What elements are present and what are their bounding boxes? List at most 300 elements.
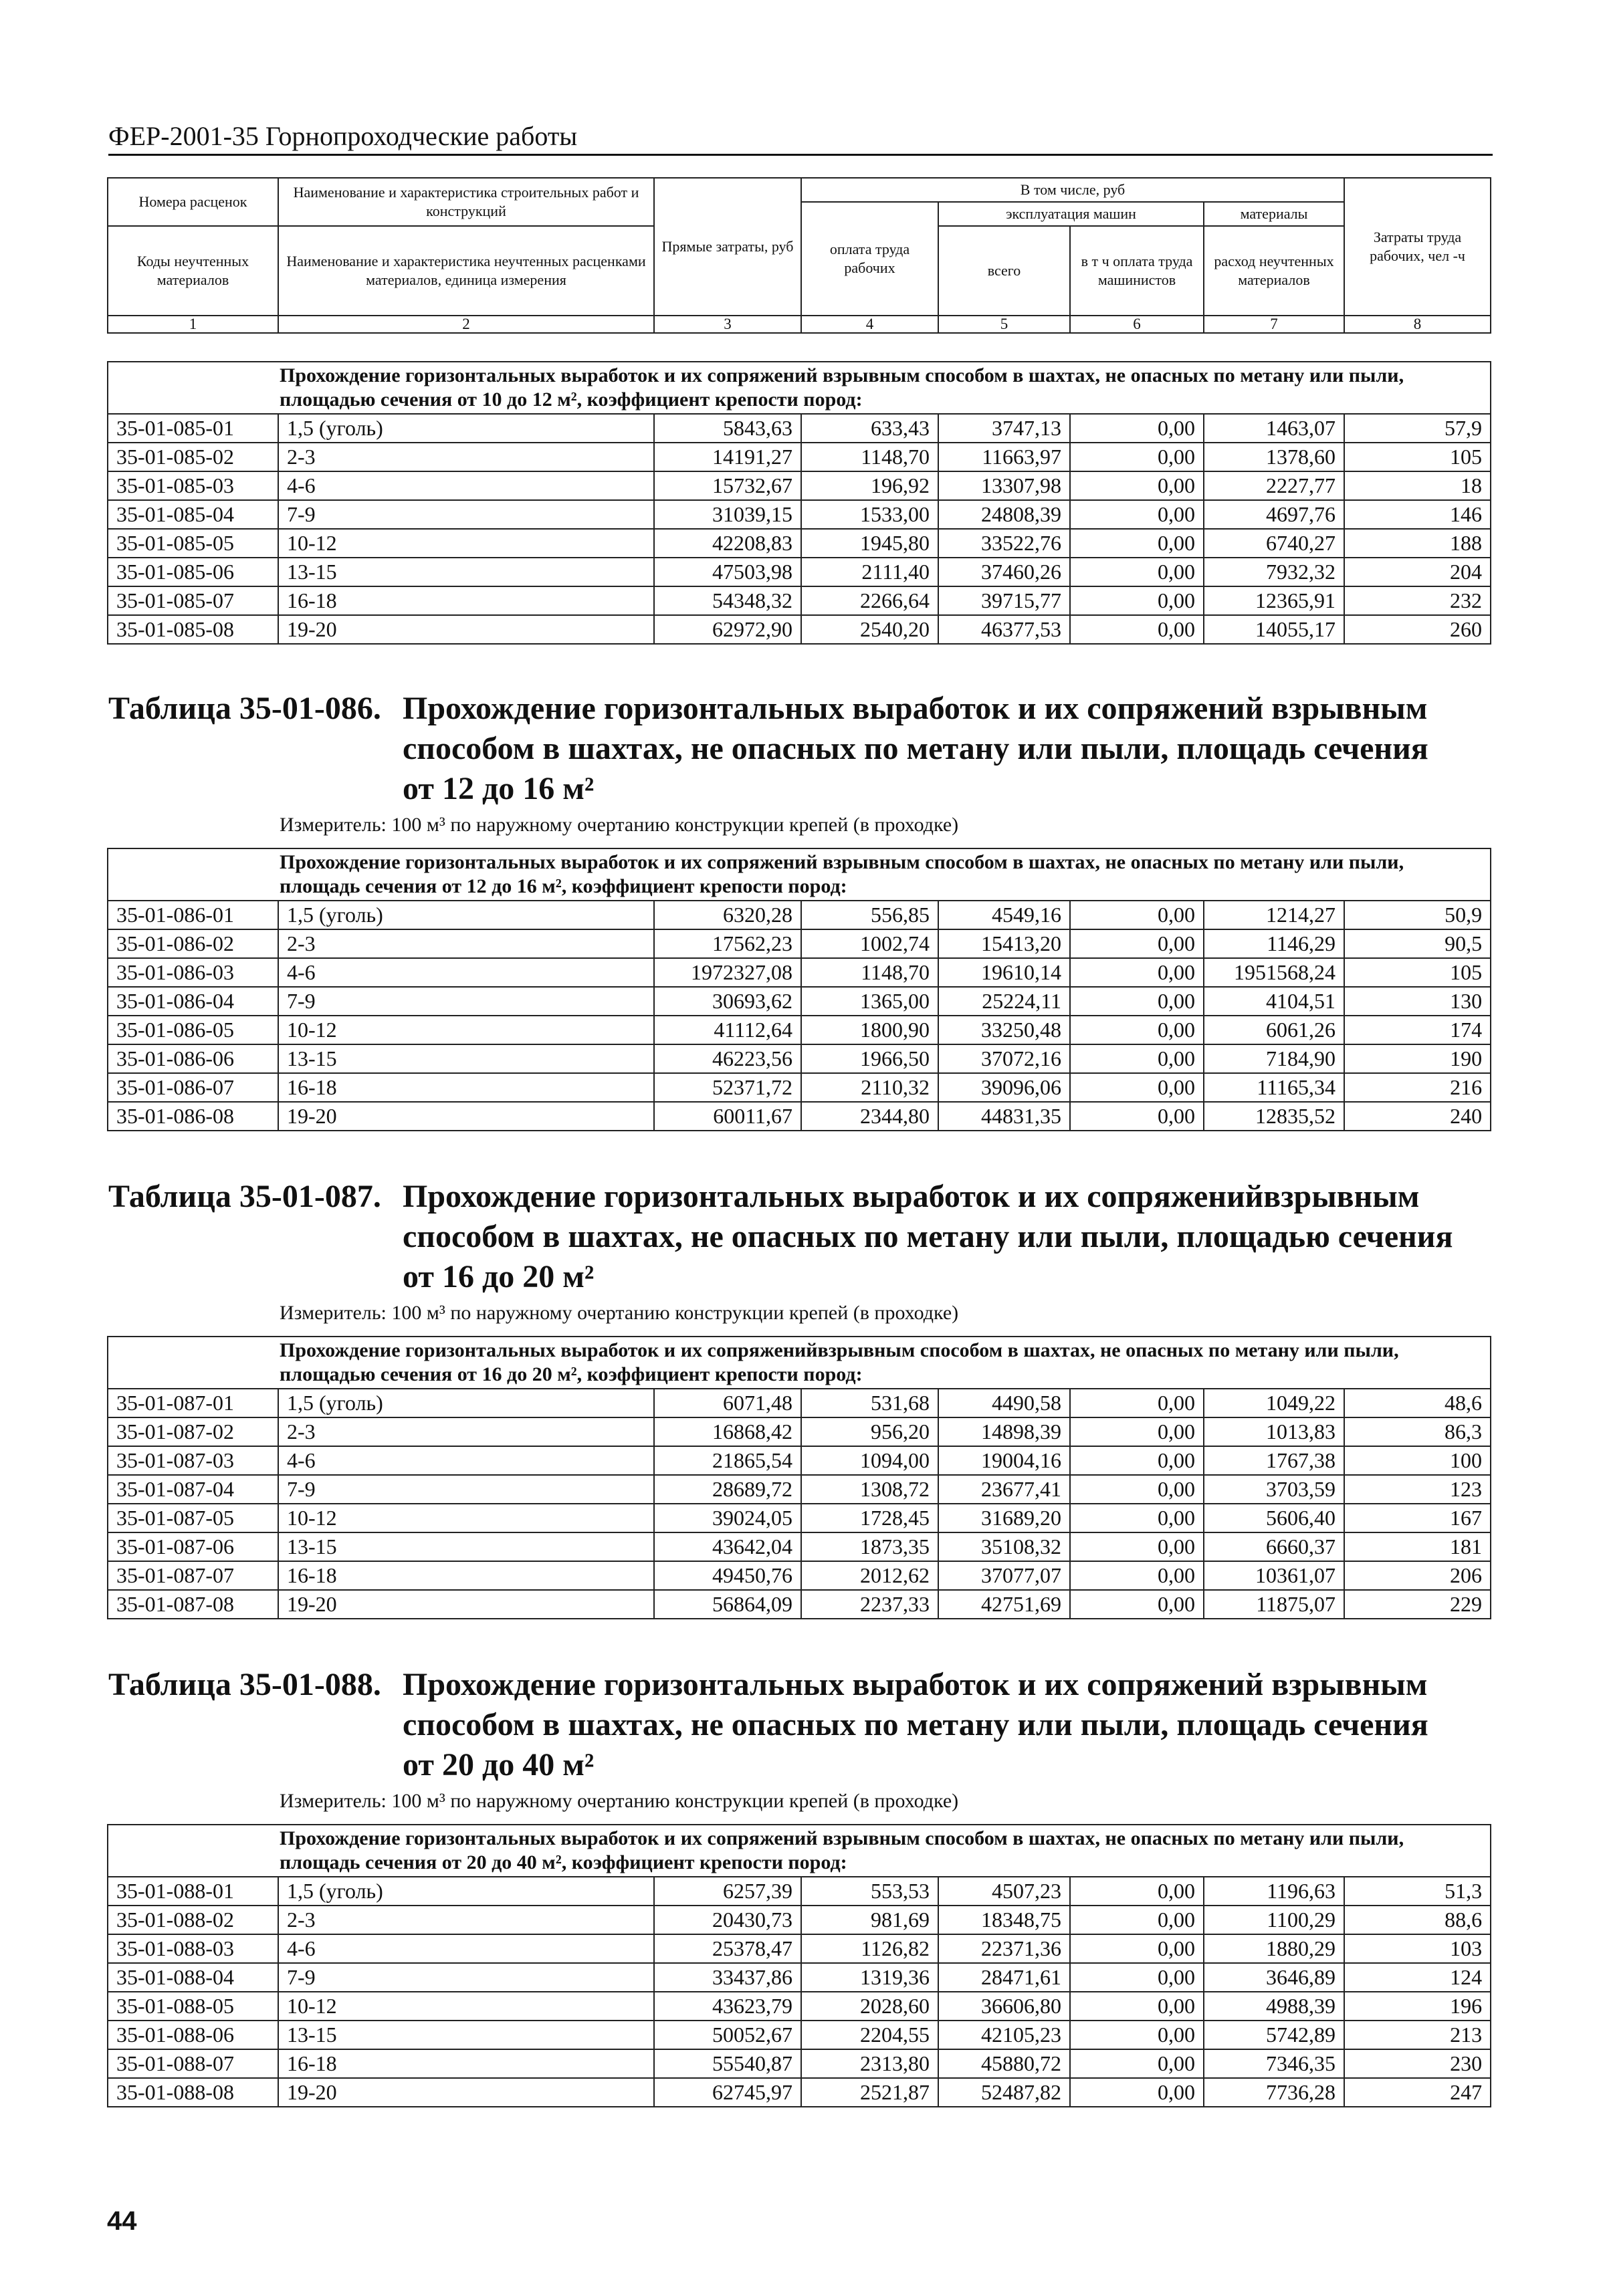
machines-total-cell: 45880,72 [938,2049,1070,2078]
worker-pay-cell: 1873,35 [801,1532,938,1561]
header-machines-total: всего [938,226,1070,316]
table-row [108,1044,1491,1073]
rock-hardness-cell: 2-3 [278,443,654,471]
table-row [108,987,1491,1016]
worker-pay-cell: 2111,40 [801,558,938,586]
worker-pay-cell: 2012,62 [801,1561,938,1590]
direct-costs-cell: 1972327,08 [654,958,801,987]
table-description: Прохождение горизонтальных выработок и их сопряжений взрывным способом в шахтах, не опасных по метану или пыли, площадь сечения от 20 до 40 м², коэффициент крепости пород: [108,1825,1491,1877]
running-head: ФЕР-2001-35 Горнопроходческие работы [108,120,1493,156]
header-operator-pay: в т ч оплата труда машинистов [1070,226,1204,316]
direct-costs-cell: 56864,09 [654,1590,801,1619]
rock-hardness-cell: 13-15 [278,558,654,586]
table-row [108,2078,1491,2107]
table-row [108,615,1491,644]
worker-pay-cell: 1319,36 [801,1963,938,1992]
worker-pay-cell: 2237,33 [801,1590,938,1619]
worker-pay-cell: 1148,70 [801,958,938,987]
material-consumption-cell: 4697,76 [1204,500,1344,529]
direct-costs-cell: 31039,15 [654,500,801,529]
material-consumption-cell: 10361,07 [1204,1561,1344,1590]
rock-hardness-cell: 10-12 [278,529,654,558]
header-worker-pay: оплата труда рабочих [801,202,938,316]
labor-costs-cell: 50,9 [1344,901,1491,929]
header-including: В том числе, руб [801,178,1344,202]
rock-hardness-cell: 1,5 (уголь) [278,414,654,443]
rate-code-cell: 35-01-085-04 [108,500,278,529]
machines-total-cell: 22371,36 [938,1934,1070,1963]
rock-hardness-cell: 7-9 [278,1475,654,1504]
table-description: Прохождение горизонтальных выработок и их сопряженийвзрывным способом в шахтах, не опасных по метану или пыли, площадью сечения от 16 до 20 м², коэффициент крепости пород: [108,1337,1491,1389]
worker-pay-cell: 2344,80 [801,1102,938,1131]
material-consumption-cell: 4104,51 [1204,987,1344,1016]
table-title: Таблица 35-01-086. Прохождение горизонтальных выработок и их сопряжений взрывным способом в шахтах, не опасных по метану или пыли, площадь сечения от 12 до 16 м² [108,689,1491,809]
worker-pay-cell: 1126,82 [801,1934,938,1963]
column-number: 4 [801,316,938,333]
table-title-area: от 20 до 40 м² [403,1747,595,1783]
operator-pay-cell: 0,00 [1070,2049,1204,2078]
machines-total-cell: 39096,06 [938,1073,1070,1102]
operator-pay-cell: 0,00 [1070,558,1204,586]
table-row [108,471,1491,500]
table-row [108,2049,1491,2078]
machines-total-cell: 19610,14 [938,958,1070,987]
rate-code-cell: 35-01-088-08 [108,2078,278,2107]
operator-pay-cell: 0,00 [1070,1446,1204,1475]
operator-pay-cell: 0,00 [1070,443,1204,471]
direct-costs-cell: 54348,32 [654,586,801,615]
labor-costs-cell: 240 [1344,1102,1491,1131]
rock-hardness-cell: 19-20 [278,1102,654,1131]
direct-costs-cell: 28689,72 [654,1475,801,1504]
worker-pay-cell: 196,92 [801,471,938,500]
rate-code-cell: 35-01-087-08 [108,1590,278,1619]
header-machine-operation: эксплуатация машин [938,202,1204,226]
table-description: Прохождение горизонтальных выработок и их сопряжений взрывным способом в шахтах, не опасных по метану или пыли, площадью сечения от 10 до 12 м², коэффициент крепости пород: [108,362,1491,414]
direct-costs-cell: 60011,67 [654,1102,801,1131]
machines-total-cell: 46377,53 [938,615,1070,644]
direct-costs-cell: 43623,79 [654,1992,801,2021]
direct-costs-cell: 5843,63 [654,414,801,443]
direct-costs-cell: 17562,23 [654,929,801,958]
labor-costs-cell: 190 [1344,1044,1491,1073]
worker-pay-cell: 2028,60 [801,1992,938,2021]
direct-costs-cell: 47503,98 [654,558,801,586]
labor-costs-cell: 146 [1344,500,1491,529]
rock-hardness-cell: 13-15 [278,2021,654,2049]
labor-costs-cell: 260 [1344,615,1491,644]
rate-code-cell: 35-01-087-02 [108,1417,278,1446]
rate-table-087 [107,1336,1491,1619]
labor-costs-cell: 88,6 [1344,1906,1491,1934]
direct-costs-cell: 52371,72 [654,1073,801,1102]
column-number: 3 [654,316,801,333]
direct-costs-cell: 6320,28 [654,901,801,929]
worker-pay-cell: 2521,87 [801,2078,938,2107]
operator-pay-cell: 0,00 [1070,901,1204,929]
rate-code-cell: 35-01-087-03 [108,1446,278,1475]
rock-hardness-cell: 10-12 [278,1992,654,2021]
machines-total-cell: 14898,39 [938,1417,1070,1446]
table-row [108,958,1491,987]
rock-hardness-cell: 4-6 [278,958,654,987]
material-consumption-cell: 11165,34 [1204,1073,1344,1102]
machines-total-cell: 36606,80 [938,1992,1070,2021]
material-consumption-cell: 11875,07 [1204,1590,1344,1619]
rock-hardness-cell: 16-18 [278,1073,654,1102]
labor-costs-cell: 57,9 [1344,414,1491,443]
operator-pay-cell: 0,00 [1070,1504,1204,1532]
worker-pay-cell: 2110,32 [801,1073,938,1102]
machines-total-cell: 35108,32 [938,1532,1070,1561]
material-consumption-cell: 1463,07 [1204,414,1344,443]
direct-costs-cell: 46223,56 [654,1044,801,1073]
machines-total-cell: 15413,20 [938,929,1070,958]
machines-total-cell: 39715,77 [938,586,1070,615]
machines-total-cell: 11663,97 [938,443,1070,471]
direct-costs-cell: 41112,64 [654,1016,801,1044]
operator-pay-cell: 0,00 [1070,414,1204,443]
worker-pay-cell: 1728,45 [801,1504,938,1532]
rate-code-cell: 35-01-088-05 [108,1992,278,2021]
labor-costs-cell: 230 [1344,2049,1491,2078]
direct-costs-cell: 55540,87 [654,2049,801,2078]
rock-hardness-cell: 19-20 [278,1590,654,1619]
worker-pay-cell: 956,20 [801,1417,938,1446]
rock-hardness-cell: 4-6 [278,471,654,500]
material-consumption-cell: 1951568,24 [1204,958,1344,987]
rock-hardness-cell: 1,5 (уголь) [278,1877,654,1906]
machines-total-cell: 42105,23 [938,2021,1070,2049]
column-number: 1 [108,316,278,333]
direct-costs-cell: 50052,67 [654,2021,801,2049]
worker-pay-cell: 1966,50 [801,1044,938,1073]
column-number: 7 [1204,316,1344,333]
worker-pay-cell: 1002,74 [801,929,938,958]
labor-costs-cell: 124 [1344,1963,1491,1992]
rate-table-086 [107,848,1491,1131]
rock-hardness-cell: 2-3 [278,929,654,958]
machines-total-cell: 52487,82 [938,2078,1070,2107]
page-number: 44 [107,2206,137,2236]
worker-pay-cell: 2266,64 [801,586,938,615]
table-row [108,1877,1491,1906]
table-row [108,2021,1491,2049]
worker-pay-cell: 531,68 [801,1389,938,1417]
table-row [108,1532,1491,1561]
material-consumption-cell: 7184,90 [1204,1044,1344,1073]
worker-pay-cell: 1148,70 [801,443,938,471]
material-consumption-cell: 1196,63 [1204,1877,1344,1906]
machines-total-cell: 44831,35 [938,1102,1070,1131]
rate-table-085 [107,361,1491,645]
rate-code-cell: 35-01-085-05 [108,529,278,558]
labor-costs-cell: 229 [1344,1590,1491,1619]
table-row [108,1417,1491,1446]
material-consumption-cell: 1146,29 [1204,929,1344,958]
direct-costs-cell: 16868,42 [654,1417,801,1446]
rock-hardness-cell: 10-12 [278,1504,654,1532]
material-consumption-cell: 1049,22 [1204,1389,1344,1417]
worker-pay-cell: 2204,55 [801,2021,938,2049]
labor-costs-cell: 18 [1344,471,1491,500]
operator-pay-cell: 0,00 [1070,1389,1204,1417]
operator-pay-cell: 0,00 [1070,586,1204,615]
table-row [108,586,1491,615]
table-title: Таблица 35-01-087. Прохождение горизонтальных выработок и их сопряженийвзрывным способом в шахтах, не опасных по метану или пыли, площадью сечения от 16 до 20 м² [108,1177,1491,1297]
rate-code-cell: 35-01-088-04 [108,1963,278,1992]
material-consumption-cell: 6061,26 [1204,1016,1344,1044]
worker-pay-cell: 2540,20 [801,615,938,644]
operator-pay-cell: 0,00 [1070,1963,1204,1992]
material-consumption-cell: 1767,38 [1204,1446,1344,1475]
direct-costs-cell: 15732,67 [654,471,801,500]
labor-costs-cell: 247 [1344,2078,1491,2107]
rate-code-cell: 35-01-088-03 [108,1934,278,1963]
worker-pay-cell: 553,53 [801,1877,938,1906]
operator-pay-cell: 0,00 [1070,1561,1204,1590]
operator-pay-cell: 0,00 [1070,1590,1204,1619]
table-description: Прохождение горизонтальных выработок и их сопряжений взрывным способом в шахтах, не опасных по метану или пыли, площадь сечения от 12 до 16 м², коэффициент крепости пород: [108,848,1491,901]
rock-hardness-cell: 7-9 [278,987,654,1016]
operator-pay-cell: 0,00 [1070,615,1204,644]
worker-pay-cell: 1365,00 [801,987,938,1016]
machines-total-cell: 19004,16 [938,1446,1070,1475]
header-materials: материалы [1204,202,1344,226]
table-row [108,1475,1491,1504]
machines-total-cell: 28471,61 [938,1963,1070,1992]
labor-costs-cell: 123 [1344,1475,1491,1504]
rate-code-cell: 35-01-086-02 [108,929,278,958]
operator-pay-cell: 0,00 [1070,987,1204,1016]
rock-hardness-cell: 7-9 [278,1963,654,1992]
table-title-area: от 12 до 16 м² [403,771,595,806]
rock-hardness-cell: 7-9 [278,500,654,529]
labor-costs-cell: 232 [1344,586,1491,615]
material-consumption-cell: 1013,83 [1204,1417,1344,1446]
material-consumption-cell: 7932,32 [1204,558,1344,586]
rock-hardness-cell: 19-20 [278,615,654,644]
machines-total-cell: 3747,13 [938,414,1070,443]
machines-total-cell: 23677,41 [938,1475,1070,1504]
rate-code-cell: 35-01-085-07 [108,586,278,615]
labor-costs-cell: 206 [1344,1561,1491,1590]
worker-pay-cell: 1533,00 [801,500,938,529]
worker-pay-cell: 556,85 [801,901,938,929]
rate-code-cell: 35-01-085-02 [108,443,278,471]
header-direct-costs: Прямые затраты, руб [654,178,801,316]
direct-costs-cell: 6257,39 [654,1877,801,1906]
rate-code-cell: 35-01-085-03 [108,471,278,500]
material-consumption-cell: 1100,29 [1204,1906,1344,1934]
worker-pay-cell: 981,69 [801,1906,938,1934]
table-row [108,1561,1491,1590]
machines-total-cell: 31689,20 [938,1504,1070,1532]
rock-hardness-cell: 4-6 [278,1934,654,1963]
column-header-table [107,177,1491,334]
table-title: Таблица 35-01-088. Прохождение горизонтальных выработок и их сопряжений взрывным способом в шахтах, не опасных по метану или пыли, площадь сечения от 20 до 40 м² [108,1665,1491,1785]
rate-code-cell: 35-01-085-08 [108,615,278,644]
labor-costs-cell: 130 [1344,987,1491,1016]
measurement-unit: Измеритель: 100 м³ по наружному очертанию конструкции крепей (в проходке) [280,814,959,836]
worker-pay-cell: 1945,80 [801,529,938,558]
column-number: 8 [1344,316,1491,333]
header-material-consumption: расход неучтенных материалов [1204,226,1344,316]
direct-costs-cell: 43642,04 [654,1532,801,1561]
rock-hardness-cell: 2-3 [278,1906,654,1934]
labor-costs-cell: 48,6 [1344,1389,1491,1417]
column-number: 6 [1070,316,1204,333]
labor-costs-cell: 188 [1344,529,1491,558]
operator-pay-cell: 0,00 [1070,1877,1204,1906]
labor-costs-cell: 213 [1344,2021,1491,2049]
machines-total-cell: 13307,98 [938,471,1070,500]
machines-total-cell: 42751,69 [938,1590,1070,1619]
operator-pay-cell: 0,00 [1070,929,1204,958]
rate-code-cell: 35-01-088-06 [108,2021,278,2049]
table-row [108,1590,1491,1619]
table-086-heading [108,689,1491,837]
worker-pay-cell: 1800,90 [801,1016,938,1044]
labor-costs-cell: 216 [1344,1073,1491,1102]
rate-code-cell: 35-01-086-04 [108,987,278,1016]
direct-costs-cell: 49450,76 [654,1561,801,1590]
header-work-name: Наименование и характеристика строительных работ и конструкций [278,178,654,226]
table-row [108,558,1491,586]
machines-total-cell: 37072,16 [938,1044,1070,1073]
rock-hardness-cell: 16-18 [278,2049,654,2078]
direct-costs-cell: 62972,90 [654,615,801,644]
labor-costs-cell: 105 [1344,958,1491,987]
rate-code-cell: 35-01-088-01 [108,1877,278,1906]
labor-costs-cell: 51,3 [1344,1877,1491,1906]
material-consumption-cell: 7736,28 [1204,2078,1344,2107]
table-row [108,1963,1491,1992]
machines-total-cell: 33522,76 [938,529,1070,558]
rock-hardness-cell: 4-6 [278,1446,654,1475]
rock-hardness-cell: 2-3 [278,1417,654,1446]
rate-code-cell: 35-01-087-04 [108,1475,278,1504]
worker-pay-cell: 1094,00 [801,1446,938,1475]
worker-pay-cell: 633,43 [801,414,938,443]
rate-code-cell: 35-01-086-03 [108,958,278,987]
material-consumption-cell: 4988,39 [1204,1992,1344,2021]
operator-pay-cell: 0,00 [1070,1073,1204,1102]
header-material-names: Наименование и характеристика неучтенных расценками материалов, единица измерения [278,226,654,316]
operator-pay-cell: 0,00 [1070,1906,1204,1934]
machines-total-cell: 37077,07 [938,1561,1070,1590]
machines-total-cell: 37460,26 [938,558,1070,586]
table-row [108,1016,1491,1044]
header-material-codes: Коды неучтенных материалов [108,226,278,316]
machines-total-cell: 25224,11 [938,987,1070,1016]
direct-costs-cell: 20430,73 [654,1906,801,1934]
table-088-heading [108,1665,1491,1813]
rock-hardness-cell: 19-20 [278,2078,654,2107]
table-row [108,929,1491,958]
material-consumption-cell: 1880,29 [1204,1934,1344,1963]
direct-costs-cell: 62745,97 [654,2078,801,2107]
labor-costs-cell: 181 [1344,1532,1491,1561]
labor-costs-cell: 105 [1344,443,1491,471]
operator-pay-cell: 0,00 [1070,1417,1204,1446]
labor-costs-cell: 90,5 [1344,929,1491,958]
rate-code-cell: 35-01-086-08 [108,1102,278,1131]
rock-hardness-cell: 16-18 [278,1561,654,1590]
material-consumption-cell: 3703,59 [1204,1475,1344,1504]
direct-costs-cell: 6071,48 [654,1389,801,1417]
rock-hardness-cell: 1,5 (уголь) [278,1389,654,1417]
operator-pay-cell: 0,00 [1070,1044,1204,1073]
header-rate-numbers: Номера расценок [108,178,278,226]
table-row [108,529,1491,558]
measurement-unit: Измеритель: 100 м³ по наружному очертанию конструкции крепей (в проходке) [280,1790,959,1812]
table-row [108,1992,1491,2021]
table-row [108,414,1491,443]
table-row [108,1446,1491,1475]
material-consumption-cell: 12365,91 [1204,586,1344,615]
rate-code-cell: 35-01-085-01 [108,414,278,443]
measurement-unit: Измеритель: 100 м³ по наружному очертанию конструкции крепей (в проходке) [280,1302,959,1324]
operator-pay-cell: 0,00 [1070,471,1204,500]
rate-code-cell: 35-01-087-01 [108,1389,278,1417]
material-consumption-cell: 1214,27 [1204,901,1344,929]
rate-code-cell: 35-01-086-07 [108,1073,278,1102]
table-row [108,500,1491,529]
machines-total-cell: 18348,75 [938,1906,1070,1934]
table-row [108,1906,1491,1934]
rock-hardness-cell: 1,5 (уголь) [278,901,654,929]
direct-costs-cell: 42208,83 [654,529,801,558]
machines-total-cell: 24808,39 [938,500,1070,529]
material-consumption-cell: 12835,52 [1204,1102,1344,1131]
direct-costs-cell: 21865,54 [654,1446,801,1475]
machines-total-cell: 4507,23 [938,1877,1070,1906]
rate-code-cell: 35-01-087-06 [108,1532,278,1561]
material-consumption-cell: 5742,89 [1204,2021,1344,2049]
operator-pay-cell: 0,00 [1070,1102,1204,1131]
table-row [108,1102,1491,1131]
material-consumption-cell: 3646,89 [1204,1963,1344,1992]
labor-costs-cell: 174 [1344,1016,1491,1044]
column-number: 2 [278,316,654,333]
worker-pay-cell: 2313,80 [801,2049,938,2078]
material-consumption-cell: 7346,35 [1204,2049,1344,2078]
labor-costs-cell: 204 [1344,558,1491,586]
operator-pay-cell: 0,00 [1070,1016,1204,1044]
table-row [108,443,1491,471]
column-number: 5 [938,316,1070,333]
rock-hardness-cell: 13-15 [278,1532,654,1561]
operator-pay-cell: 0,00 [1070,958,1204,987]
machines-total-cell: 33250,48 [938,1016,1070,1044]
header-labor-costs: Затраты труда рабочих, чел -ч [1344,178,1491,316]
operator-pay-cell: 0,00 [1070,2078,1204,2107]
table-087-heading [108,1177,1491,1325]
rate-code-cell: 35-01-086-01 [108,901,278,929]
labor-costs-cell: 86,3 [1344,1417,1491,1446]
operator-pay-cell: 0,00 [1070,500,1204,529]
table-row [108,1934,1491,1963]
operator-pay-cell: 0,00 [1070,1934,1204,1963]
table-row [108,901,1491,929]
rock-hardness-cell: 10-12 [278,1016,654,1044]
table-row [108,1504,1491,1532]
direct-costs-cell: 25378,47 [654,1934,801,1963]
operator-pay-cell: 0,00 [1070,529,1204,558]
rate-code-cell: 35-01-086-06 [108,1044,278,1073]
table-row [108,1073,1491,1102]
